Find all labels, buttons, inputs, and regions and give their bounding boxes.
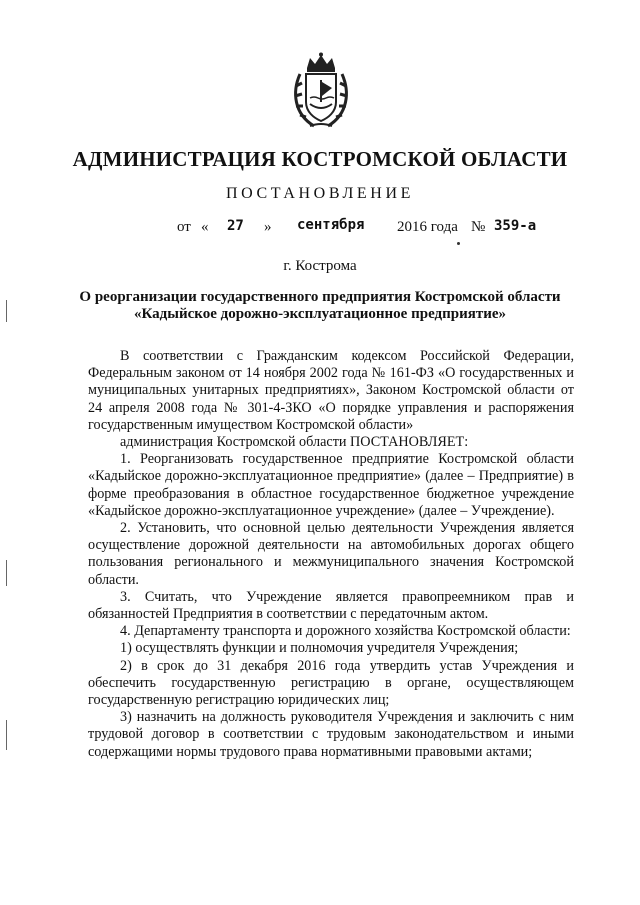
document-type: ПОСТАНОВЛЕНИЕ [226,185,414,202]
item-paragraph: 3) назначить на должность руководителя Учреждения и заключить с ним трудовой договор в соответствии с трудовым законодательством и иными содержащими нормы трудового права нормативными правовыми актами; [88,709,574,760]
document-number: 359-а [494,218,537,234]
item-paragraph: 1. Реорганизовать государственное предприятие Костромской области «Кадыйское дорожно-эксплуатационное предприятие» (далее – Предприятие) в форме преобразования в областное государственное бюджетное учреждение «Кадыйское дорожно-эксплуатационное учреждение» (далее – Учреждение). [88,451,574,519]
date-close-quote: » [264,219,272,235]
date-day: 27 [227,218,244,234]
item-paragraph: 2) в срок до 31 декабря 2016 года утвердить устав Учреждения и обеспечить государственную регистрацию в органе, осуществляющем государственную регистрацию юридических лиц; [88,657,574,709]
date-prefix: от [177,219,191,235]
document-title [60,289,580,323]
coat-of-arms-icon [290,52,352,130]
scan-edge-mark [6,560,7,586]
scan-edge-mark [6,720,7,750]
date-open-quote: « [201,219,209,235]
preamble-paragraph: В соответствии с Гражданским кодексом Российской Федерации, Федеральным законом от 14 ноября 2002 года № 161-ФЗ «О государственных и муниципальных унитарных предприятиях», Законом Костромской области от 24 апреля 2008 года № 301-4-ЗКО «О порядке управления и распоряжения государственным имуществом Костромской области» [88,348,574,433]
scan-edge-mark [6,300,7,322]
title-line-2: «Кадыйское дорожно-эксплуатационное предприятие» [133,306,507,322]
item-paragraph: 2. Установить, что основной целью деятельности Учреждения является осуществление дорожной деятельности на автомобильных дорогах общего пользования регионального и межмуниципального значения Костромской области. [88,520,574,588]
city: г. Кострома [283,258,357,274]
document-body [88,348,574,761]
item-paragraph: 1) осуществлять функции и полномочия учредителя Учреждения; [120,640,519,657]
title-line-1: О реорганизации государственного предприятия Костромской области [79,289,561,305]
number-sign: № [471,219,486,235]
agency-name: АДМИНИСТРАЦИЯ КОСТРОМСКОЙ ОБЛАСТИ [72,147,568,171]
scan-dot [457,242,460,245]
resolves-paragraph: администрация Костромской области ПОСТАНОВЛЯЕТ: [120,434,469,451]
item-paragraph: 3. Считать, что Учреждение является правопреемником прав и обязанностей Предприятия в соответствии с передаточным актом. [88,588,574,623]
date-year: 2016 года [397,219,458,235]
date-month: сентября [297,217,365,233]
item-paragraph: 4. Департаменту транспорта и дорожного хозяйства Костромской области: [120,623,571,640]
